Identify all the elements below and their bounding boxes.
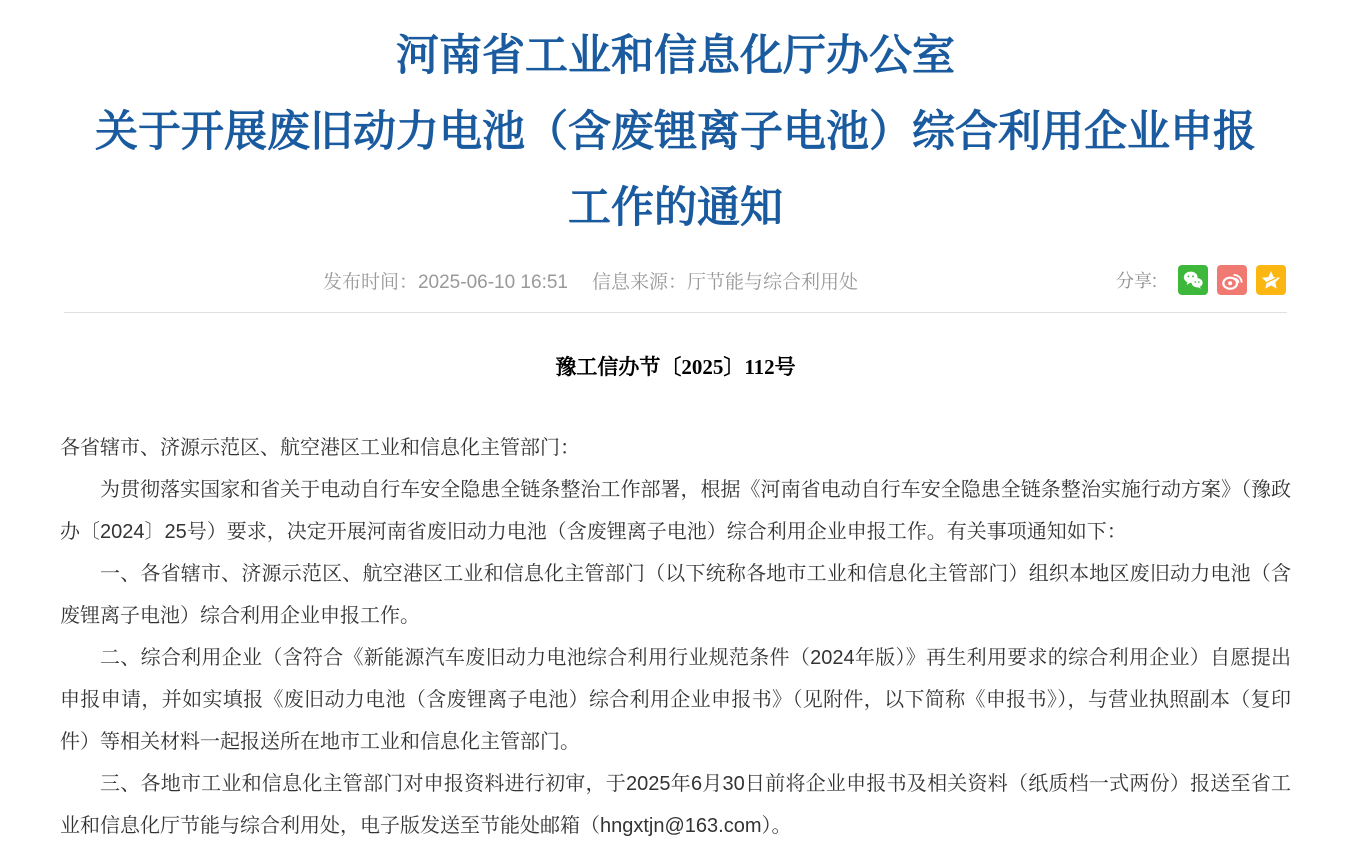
wechat-icon bbox=[1182, 269, 1204, 291]
favorite-share-button[interactable] bbox=[1256, 265, 1286, 295]
share-label: 分享: bbox=[1115, 271, 1157, 291]
weibo-share-button[interactable] bbox=[1217, 265, 1247, 295]
doc-number: 豫工信办节〔2025〕112号 bbox=[555, 355, 796, 379]
header-divider bbox=[64, 312, 1287, 313]
source-value: 厅节能与综合利用处 bbox=[687, 271, 859, 293]
meta-row bbox=[65, 264, 1286, 296]
publish-time-label: 发布时间： bbox=[322, 271, 418, 293]
paragraph-item-2: 二、综合利用企业（含符合《新能源汽车废旧动力电池综合利用行业规范条件（2024年版）》再生利用要求的综合利用企业）自愿提出申报申请，并如实填报《废旧动力电池（含废锂离子电池）综合利用企业申报书》（见附件，以下简称《申报书》），与营业执照副本（复印件）等相关材料一起报送所在地市工业和信息化主管部门。 bbox=[60, 647, 1291, 753]
favorite-star-icon bbox=[1260, 269, 1282, 291]
publish-time-value: 2025-06-10 16:51 bbox=[417, 271, 568, 293]
weibo-icon bbox=[1221, 269, 1243, 291]
paragraph-item-1: 一、各省辖市、济源示范区、航空港区工业和信息化主管部门（以下统称各地市工业和信息化主管部门）组织本地区废旧动力电池（含废锂离子电池）综合利用企业申报工作。 bbox=[60, 563, 1291, 627]
meta-info bbox=[65, 267, 1116, 294]
paragraph-item-3: 三、各地市工业和信息化主管部门对申报资料进行初审，于2025年6月30日前将企业申报书及相关资料（纸质档一式两份）报送至省工业和信息化厅节能与综合利用处，电子版发送至节能处邮箱（hngxtjn@163.com）。 bbox=[60, 773, 1291, 837]
article-title bbox=[60, 18, 1291, 246]
source-label: 信息来源： bbox=[591, 271, 687, 293]
article-title-line-3: 工作的通知 bbox=[568, 184, 783, 232]
article-body bbox=[60, 427, 1291, 842]
paragraph-salutation: 各省辖市、济源示范区、航空港区工业和信息化主管部门： bbox=[60, 437, 580, 459]
paragraph-intro: 为贯彻落实国家和省关于电动自行车安全隐患全链条整治工作部署，根据《河南省电动自行车安全隐患全链条整治实施行动方案》（豫政办〔2024〕25号）要求，决定开展河南省废旧动力电池（含废锂离子电池）综合利用企业申报工作。有关事项通知如下： bbox=[60, 479, 1291, 543]
article-title-line-1: 河南省工业和信息化厅办公室 bbox=[396, 32, 955, 80]
article-title-line-2: 关于开展废旧动力电池（含废锂离子电池）综合利用企业申报 bbox=[95, 108, 1256, 156]
share-bar bbox=[1116, 265, 1286, 295]
wechat-share-button[interactable] bbox=[1178, 265, 1208, 295]
